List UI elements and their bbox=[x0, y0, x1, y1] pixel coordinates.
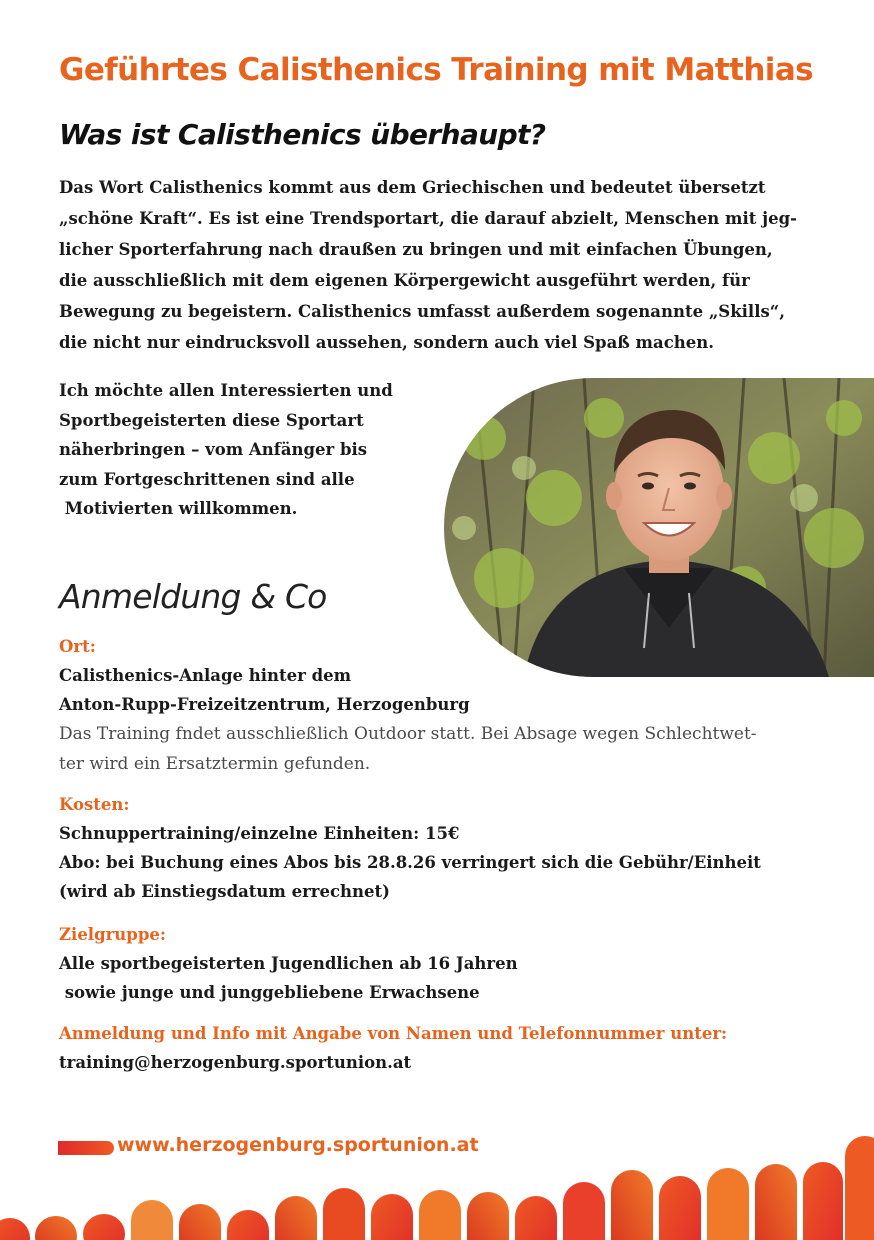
costs-line: Schnuppertraining/einzelne Einheiten: 15€ bbox=[59, 824, 460, 843]
intro-line: licher Sporterfahrung nach draußen zu bringen und mit einfachen Übungen, bbox=[59, 240, 773, 259]
section-subtitle: Was ist Calisthenics überhaupt? bbox=[59, 118, 546, 151]
trainer-photo bbox=[444, 378, 874, 677]
website-link[interactable]: www.herzogenburg.sportunion.at bbox=[117, 1134, 479, 1156]
intro-line: „schöne Kraft“. Es ist eine Trendsportart, die darauf abzielt, Menschen mit jeg- bbox=[59, 209, 797, 228]
registration-info-label: Anmeldung und Info mit Angabe von Namen und Telefonnummer unter: bbox=[59, 1024, 728, 1043]
intro-line: die ausschließlich mit dem eigenen Körpergewicht ausgeführt werden, für bbox=[59, 271, 750, 290]
intro-line: Bewegung zu begeistern. Calisthenics umfasst außerdem sogenannte „Skills“, bbox=[59, 302, 785, 321]
invitation-line: Sportbegeisterten diese Sportart bbox=[59, 410, 364, 430]
trainer-photo-illustration bbox=[444, 378, 874, 677]
location-line: Calisthenics-Anlage hinter dem bbox=[59, 666, 352, 685]
intro-line: Das Wort Calisthenics kommt aus dem Griechischen und bedeutet übersetzt bbox=[59, 178, 766, 197]
intro-line: die nicht nur eindrucksvoll aussehen, sondern auch viel Spaß machen. bbox=[59, 333, 714, 352]
target-group-label: Zielgruppe: bbox=[59, 925, 166, 944]
invitation-line: Motivierten willkommen. bbox=[59, 499, 298, 518]
costs-line: (wird ab Einstiegsdatum errechnet) bbox=[59, 882, 390, 901]
decorative-bar-pattern bbox=[0, 1130, 874, 1240]
location-note: ter wird ein Ersatztermin gefunden. bbox=[59, 754, 371, 774]
location-label: Ort: bbox=[59, 637, 96, 656]
location-line: Anton-Rupp-Freizeitzentrum, Herzogenburg bbox=[59, 695, 470, 714]
invitation-paragraph bbox=[59, 376, 439, 524]
invitation-line: zum Fortgeschrittenen sind alle bbox=[59, 469, 355, 489]
registration-email-link[interactable]: training@herzogenburg.sportunion.at bbox=[59, 1053, 412, 1072]
location-note: Das Training fndet ausschließlich Outdoor statt. Bei Absage wegen Schlechtwet- bbox=[59, 724, 757, 744]
registration-heading: Anmeldung & Co bbox=[59, 577, 327, 616]
invitation-line: näherbringen – vom Anfänger bis bbox=[59, 440, 368, 459]
target-group-line: sowie junge und junggebliebene Erwachsene bbox=[59, 983, 480, 1002]
costs-line: Abo: bei Buchung eines Abos bis 28.8.26 verringert sich die Gebühr/Einheit bbox=[59, 853, 761, 872]
invitation-line: Ich möchte allen Interessierten und bbox=[59, 381, 393, 400]
costs-label: Kosten: bbox=[59, 795, 130, 814]
intro-paragraph bbox=[59, 172, 819, 358]
target-group-line: Alle sportbegeisterten Jugendlichen ab 16 Jahren bbox=[59, 954, 518, 973]
page-title: Geführtes Calisthenics Training mit Matthias bbox=[59, 52, 814, 88]
